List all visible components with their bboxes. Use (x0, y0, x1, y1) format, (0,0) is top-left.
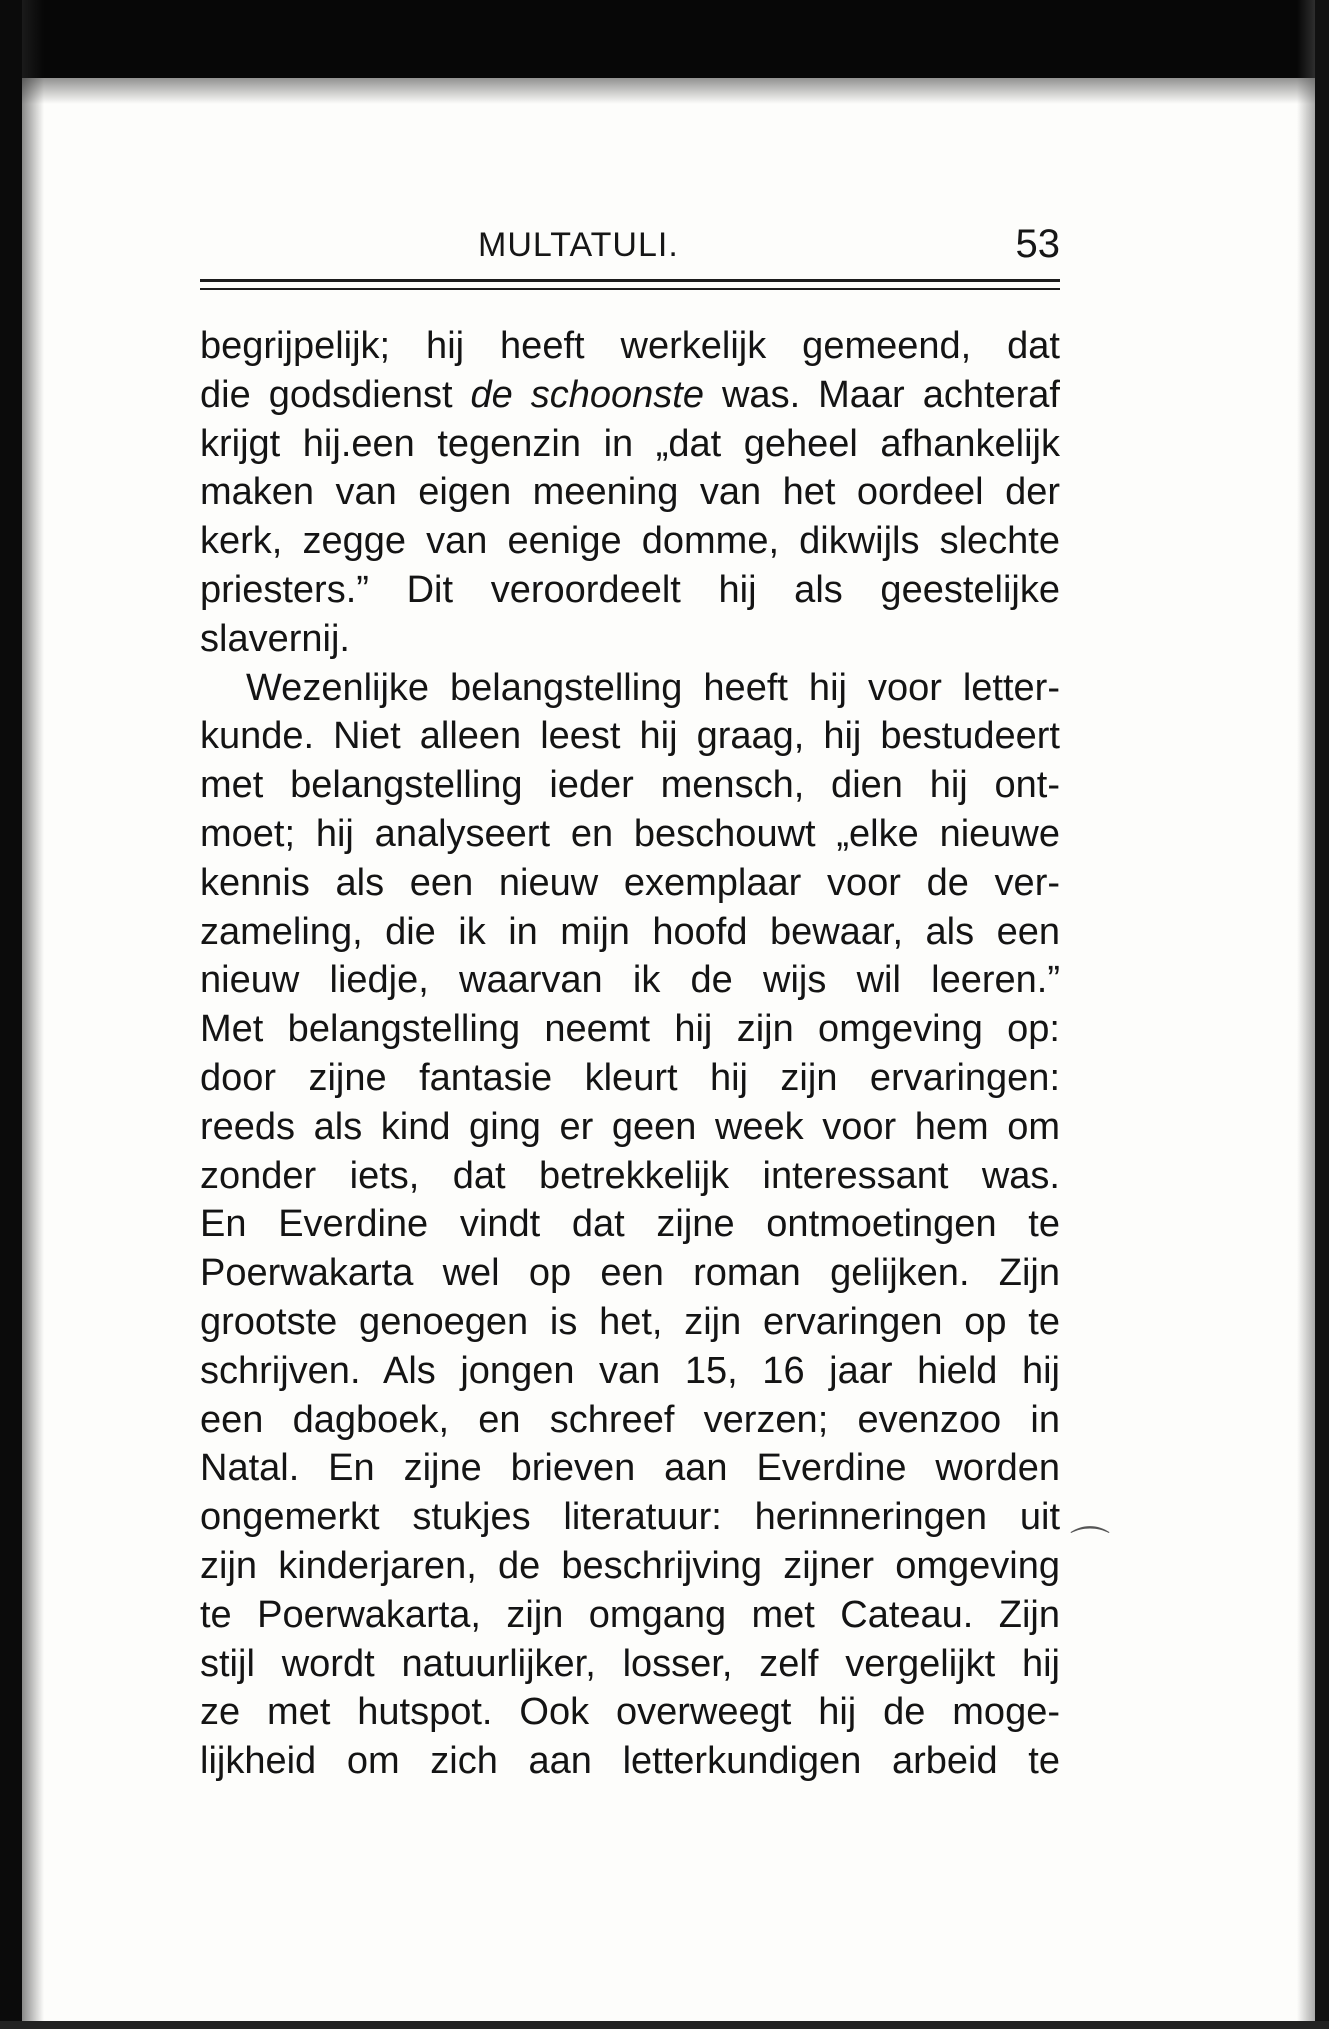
text-line: een dagboek, en schreef verzen; evenzoo in (200, 1398, 1060, 1441)
running-header (200, 222, 1060, 274)
text-line: kerk, zegge van eenige domme, dikwijls slechte (200, 520, 1060, 563)
text-line: begrijpelijk; hij heeft werkelijk gemeend, dat (200, 325, 1060, 367)
body-text (200, 322, 1060, 1786)
scan-border-top (0, 0, 1329, 78)
text-line: maken van eigen meening van het oordeel der (200, 471, 1060, 514)
running-title: MULTATULI. (478, 226, 679, 264)
text-line: En Everdine vindt dat zijne ontmoetingen te (200, 1203, 1060, 1246)
text-line: grootste genoegen is het, zijn ervaringen op te (200, 1300, 1060, 1343)
header-rule-top (200, 279, 1060, 282)
text-line: met belangstelling ieder mensch, dien hij ont- (200, 764, 1060, 807)
text-line: stijl wordt natuurlijker, losser, zelf vergelijkt hij (200, 1642, 1060, 1685)
scan-border-right (1315, 0, 1329, 2029)
text-line: reeds als kind ging er geen week voor hem om (200, 1105, 1060, 1148)
text-line: Met belangstelling neemt hij zijn omgeving op: (200, 1008, 1060, 1051)
emphasis: de schoonste (470, 373, 704, 416)
text-line: Poerwakarta wel op een roman gelijken. Zijn (200, 1252, 1060, 1295)
text-line: krijgt hij.een tegenzin in „dat geheel afhankelijk (200, 422, 1060, 465)
scan-shadow-right (1297, 0, 1315, 2029)
text-line: schrijven. Als jongen van 15, 16 jaar hield hij (200, 1349, 1060, 1392)
text-line: Wezenlijke belangstelling heeft hij voor letter- (246, 666, 1060, 709)
text-line: door zijne fantasie kleurt hij zijn ervaringen: (200, 1056, 1060, 1099)
scan-shadow-left (22, 0, 44, 2029)
text-line: ongemerkt stukjes literatuur: herinneringen uit (200, 1496, 1060, 1539)
text-line: priesters.” Dit veroordeelt hij als geestelijke (200, 568, 1060, 611)
header-rule-bottom (200, 288, 1060, 290)
text-line: lijkheid om zich aan letterkundigen arbeid te (200, 1740, 1060, 1783)
scan-shadow-top (0, 78, 1329, 104)
text-line: zonder iets, dat betrekkelijk interessant was. (200, 1154, 1060, 1197)
text-line: kunde. Niet alleen leest hij graag, hij bestudeert (200, 715, 1060, 758)
text-line: Natal. En zijne brieven aan Everdine worden (200, 1447, 1060, 1490)
text-line: slavernij. (200, 617, 350, 660)
text-line: moet; hij analyseert en beschouwt „elke nieuwe (200, 812, 1060, 855)
text-line: ze met hutspot. Ook overweegt hij de moge- (200, 1691, 1060, 1734)
text-line: die godsdienst de schoonste was. Maar achteraf (200, 373, 1060, 416)
scan-border-left (0, 0, 22, 2029)
text-line: kennis als een nieuw exemplaar voor de ver- (200, 861, 1060, 904)
text-line: zijn kinderjaren, de beschrijving zijner omgeving (200, 1544, 1060, 1587)
text-line: zameling, die ik in mijn hoofd bewaar, als een (200, 910, 1060, 953)
text-line: nieuw liedje, waarvan ik de wijs wil leeren.” (200, 959, 1060, 1002)
margin-pencil-mark: ⌒ (1070, 1524, 1110, 1570)
page-number: 53 (1015, 222, 1060, 266)
text-line: te Poerwakarta, zijn omgang met Cateau. Zijn (200, 1593, 1060, 1636)
scan-border-bottom (0, 2021, 1329, 2029)
